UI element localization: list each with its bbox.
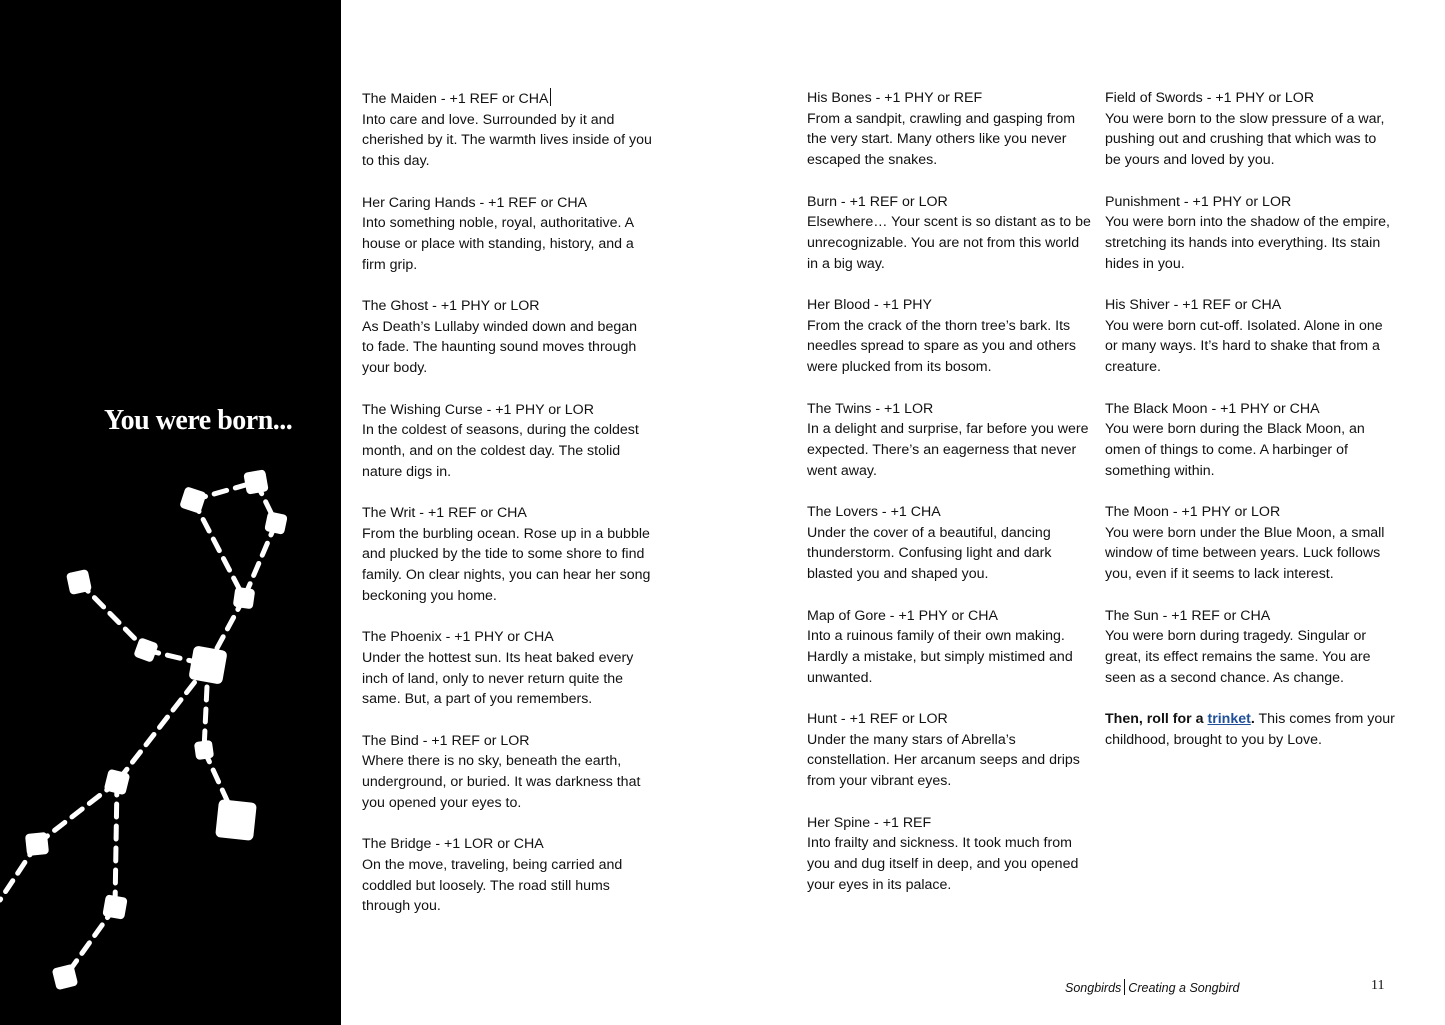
- entry-title: The Bridge - +1 LOR or CHA: [362, 836, 544, 853]
- closing-rest: This comes from your childhood, brought to you by Love.: [1105, 711, 1395, 748]
- section-title: You were born...: [104, 405, 293, 436]
- entry-title: The Writ - +1 REF or CHA: [362, 505, 527, 521]
- birth-entry-the-bridge: [362, 834, 652, 917]
- entry-text: In a delight and surprise, far before you were expected. There’s an eagerness that never went away.: [807, 421, 1089, 479]
- entry-title: Field of Swords - +1 PHY or LOR: [1105, 90, 1315, 106]
- column-2: [807, 88, 1092, 916]
- entry-title: Hunt - +1 REF or LOR: [807, 711, 948, 727]
- birth-entry-burn: [807, 192, 1092, 275]
- column-3: [1105, 88, 1395, 750]
- entry-text: On the move, traveling, being carried and coddled but loosely. The road still hums through you.: [362, 856, 623, 915]
- entry-text: Under the cover of a beautiful, dancing thunderstorm. Confusing light and dark blasted you and shaped you.: [807, 524, 1052, 583]
- entry-title: His Shiver - +1 REF or CHA: [1105, 297, 1282, 313]
- birth-entry-the-moon: [1105, 502, 1395, 585]
- birth-entry-the-ghost: [362, 296, 652, 379]
- sidebar-panel: [0, 0, 341, 1025]
- entry-title: His Bones - +1 PHY or REF: [807, 90, 983, 106]
- birth-entry-punishment: [1105, 192, 1395, 275]
- closing-instruction: [1105, 709, 1395, 750]
- birth-entry-the-wishing-curse: [362, 400, 652, 483]
- entry-text: You were born during tragedy. Singular or great, its effect remains the same. You are seen as a second chance. As change.: [1105, 628, 1371, 686]
- birth-entry-map-of-gore: [807, 606, 1092, 689]
- birth-entry-the-maiden: [362, 88, 652, 172]
- text-cursor: [550, 88, 551, 106]
- entry-title: Map of Gore - +1 PHY or CHA: [807, 607, 998, 624]
- trinket-link[interactable]: trinket: [1207, 711, 1251, 727]
- entry-text: Into frailty and sickness. It took much from you and dug itself in deep, and you opened your eyes in its palace.: [807, 835, 1079, 893]
- entry-text: From the burbling ocean. Rose up in a bubble and plucked by the tide to some shore to find family. On clear nights, you can hear her song beckoning you home.: [362, 525, 651, 604]
- entry-title: The Wishing Curse - +1 PHY or LOR: [362, 401, 594, 418]
- birth-entry-her-caring-hands: [362, 193, 652, 276]
- entry-text: Into care and love. Surrounded by it and cherished by it. The warmth lives inside of you to this day.: [362, 111, 652, 170]
- birth-entry-her-blood: [807, 295, 1092, 378]
- entry-text: Elsewhere… Your scent is so distant as to be unrecognizable. You are not from this world in a big way.: [807, 214, 1091, 272]
- entry-text: You were born under the Blue Moon, a small window of time between years. Luck follows you, even if it seems to lack interest.: [1105, 524, 1385, 583]
- birth-entry-her-spine: [807, 813, 1092, 896]
- entry-title: The Phoenix - +1 PHY or CHA: [362, 629, 554, 646]
- birth-entry-the-black-moon: [1105, 399, 1395, 482]
- birth-entry-hunt: [807, 709, 1092, 792]
- birth-entry-the-phoenix: [362, 627, 652, 710]
- entry-title: The Black Moon - +1 PHY or CHA: [1105, 400, 1320, 417]
- entry-title: The Moon - +1 PHY or LOR: [1105, 504, 1281, 520]
- entry-text: Under the hottest sun. Its heat baked every inch of land, only to never return quite the same. But, a part of you remembers.: [362, 649, 634, 708]
- birth-entry-field-of-swords: [1105, 88, 1395, 171]
- entry-title: Her Blood - +1 PHY: [807, 297, 932, 313]
- entry-title: The Twins - +1 LOR: [807, 400, 934, 417]
- entry-text: Into a ruinous family of their own making. Hardly a mistake, but simply mistimed and unwanted.: [807, 628, 1073, 686]
- page-number: 11: [1371, 978, 1385, 993]
- entry-text: You were born to the slow pressure of a war, pushing out and crushing that which was to be yours and loved by you.: [1105, 110, 1385, 169]
- birth-entry-the-twins: [807, 399, 1092, 482]
- footer-book-title: Songbirds: [1065, 981, 1122, 995]
- entry-title: The Ghost - +1 PHY or LOR: [362, 298, 540, 314]
- entry-text: From the crack of the thorn tree’s bark. Its needles spread to spare as you and others were plucked from its bosom.: [807, 317, 1076, 376]
- footer-chapter-title: Creating a Songbird: [1128, 981, 1240, 995]
- birth-entry-his-bones: [807, 88, 1092, 171]
- entry-text: Into something noble, royal, authoritative. A house or place with standing, history, and a firm grip.: [362, 215, 634, 273]
- birth-entry-the-sun: [1105, 606, 1395, 689]
- entry-title: The Bind - +1 REF or LOR: [362, 732, 530, 749]
- birth-entry-the-bind: [362, 731, 652, 814]
- entry-text: You were born into the shadow of the empire, stretching its hands into everything. Its stain hides in you.: [1105, 214, 1390, 272]
- entry-text: You were born cut-off. Isolated. Alone in one or many ways. It’s hard to shake that from a creature.: [1105, 317, 1383, 376]
- footer-divider: [1124, 979, 1125, 995]
- entry-title: Punishment - +1 PHY or LOR: [1105, 193, 1292, 210]
- entry-text: From a sandpit, crawling and gasping from the very start. Many others like you never escaped the snakes.: [807, 110, 1076, 169]
- entry-title: Burn - +1 REF or LOR: [807, 193, 948, 210]
- entry-text: As Death’s Lullaby winded down and began to fade. The haunting sound moves through your body.: [362, 318, 638, 377]
- entry-title: Her Spine - +1 REF: [807, 814, 932, 831]
- entry-text: Under the many stars of Abrella’s constellation. Her arcanum seeps and drips from your vibrant eyes.: [807, 731, 1080, 790]
- birth-entry-the-lovers: [807, 502, 1092, 585]
- entry-title: Her Caring Hands - +1 REF or CHA: [362, 194, 588, 211]
- entry-text: In the coldest of seasons, during the coldest month, and on the coldest day. The stolid nature digs in.: [362, 422, 639, 480]
- constellation-illustration: [0, 460, 341, 1025]
- birth-entry-his-shiver: [1105, 295, 1395, 378]
- birth-entry-the-writ: [362, 503, 652, 607]
- entry-title: The Sun - +1 REF or CHA: [1105, 607, 1271, 624]
- entry-text: Where there is no sky, beneath the earth, underground, or buried. It was darkness that you opened your eyes to.: [362, 753, 641, 811]
- entry-title: The Lovers - +1 CHA: [807, 504, 941, 520]
- page-footer: [1065, 979, 1385, 995]
- entry-text: You were born during the Black Moon, an omen of things to come. A harbinger of something within.: [1105, 421, 1365, 479]
- closing-lead: Then, roll for a trinket.: [1105, 711, 1255, 727]
- entry-title: The Maiden - +1 REF or CHA: [362, 88, 652, 110]
- column-1: [362, 88, 652, 938]
